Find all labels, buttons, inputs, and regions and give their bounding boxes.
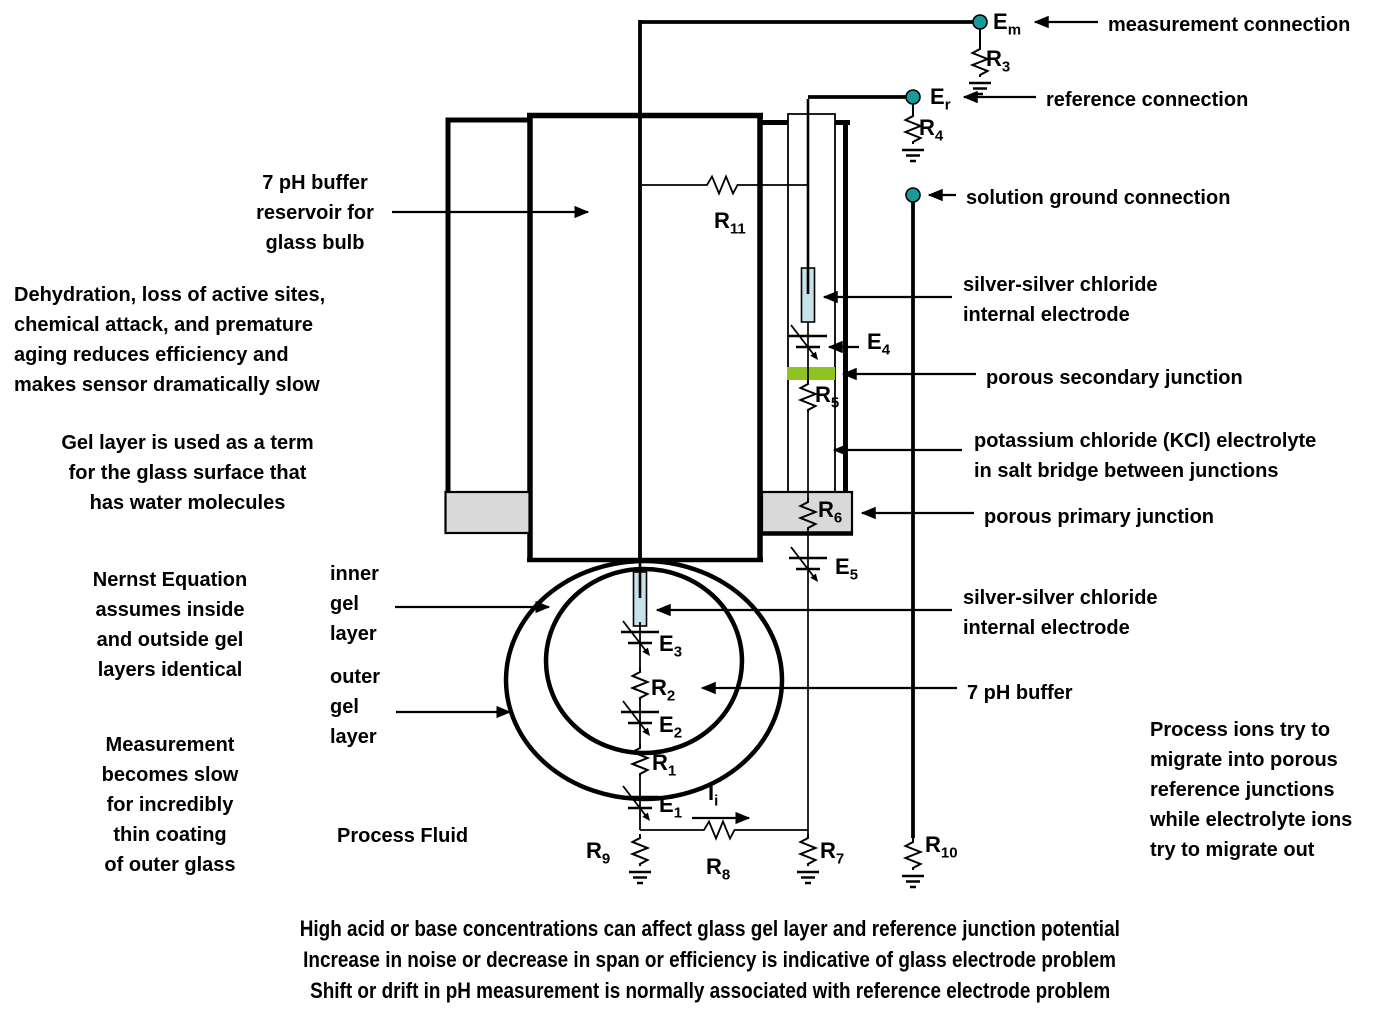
resistor-r5 bbox=[801, 380, 816, 412]
label-ii: $I_i$ bbox=[708, 780, 719, 810]
label-r4: $R_4$ bbox=[919, 115, 944, 145]
ground-r10 bbox=[902, 876, 924, 887]
label-r6: $R_6$ bbox=[818, 497, 843, 527]
ground-r4 bbox=[902, 150, 924, 161]
ground-r3 bbox=[969, 83, 991, 94]
resistor-r11 bbox=[703, 177, 741, 194]
annotation-reservoir: 7 pH buffer reservoir for glass bulb bbox=[256, 172, 374, 254]
annotation-porous-secondary: porous secondary junction bbox=[986, 367, 1243, 389]
annotation-gel-layer-term: Gel layer is used as a term for the glass surface that has water molecules bbox=[61, 432, 314, 514]
annotation-silver-electrode-top: silver-silver chloride internal electrode bbox=[963, 274, 1158, 326]
resistor-r1 bbox=[633, 744, 648, 776]
process-fluid-network bbox=[629, 818, 924, 887]
annotation-solution-ground-connection: solution ground connection bbox=[966, 187, 1231, 209]
footer-line: High acid or base concentrations can affect glass gel layer and reference junction potential bbox=[299, 916, 1121, 941]
r11-branch bbox=[642, 177, 808, 194]
annotation-inner-gel: inner gel layer bbox=[330, 563, 379, 645]
resistor-r7 bbox=[801, 834, 816, 866]
resistor-r2 bbox=[633, 668, 648, 700]
solution-ground-node bbox=[906, 188, 920, 202]
label-r10: $R_{10}$ bbox=[925, 832, 958, 862]
footer-line: Increase in noise or decrease in span or efficiency is indicative of glass electrode problem bbox=[303, 947, 1117, 972]
porous-secondary-junction-bar bbox=[787, 367, 835, 380]
annotation-kcl: potassium chloride (KCl) electrolyte in salt bridge between junctions bbox=[974, 430, 1317, 482]
annotation-dehydration: Dehydration, loss of active sites, chemical attack, and premature aging reduces efficiency and makes sensor dramatically slow bbox=[14, 284, 326, 396]
label-em: $E_m$ bbox=[993, 9, 1022, 39]
label-r3: $R_3$ bbox=[986, 46, 1011, 76]
resistor-r10 bbox=[906, 838, 921, 870]
annotation-process-ions: Process ions try to migrate into porous reference junctions while electrolyte ions try to migrate out bbox=[1150, 719, 1353, 861]
label-r2: $R_2$ bbox=[651, 675, 676, 705]
annotation-reference-connection: reference connection bbox=[1046, 89, 1249, 111]
reference-node bbox=[906, 90, 920, 104]
annotation-measurement-connection: measurement connection bbox=[1108, 14, 1351, 36]
porous-primary-junction-left bbox=[446, 492, 530, 533]
label-r5: $R_5$ bbox=[815, 382, 840, 412]
label-e3: $E_3$ bbox=[659, 631, 683, 661]
ground-r9 bbox=[629, 872, 651, 883]
label-r9: $R_9$ bbox=[586, 838, 611, 868]
annotation-outer-gel: outer gel layer bbox=[330, 666, 380, 748]
resistor-r8 bbox=[700, 822, 738, 839]
label-r1: $R_1$ bbox=[652, 750, 677, 780]
annotation-nernst: Nernst Equation assumes inside and outside gel layers identical bbox=[92, 569, 248, 681]
label-e2: $E_2$ bbox=[659, 712, 683, 742]
label-r7: $R_7$ bbox=[820, 838, 845, 868]
ground-r7 bbox=[797, 872, 819, 883]
footer-notes bbox=[30, 913, 1390, 1006]
annotation-measurement-slow: Measurement becomes slow for incredibly thin coating of outer glass bbox=[101, 734, 239, 876]
annotation-porous-primary: porous primary junction bbox=[984, 506, 1215, 528]
resistor-r9 bbox=[633, 834, 648, 866]
annotation-process-fluid: Process Fluid bbox=[337, 825, 469, 847]
annotation-silver-electrode-bulb: silver-silver chloride internal electrode bbox=[963, 587, 1158, 639]
label-er: $E_r$ bbox=[930, 84, 951, 114]
label-e1: $E_1$ bbox=[659, 792, 683, 822]
label-r8: $R_8$ bbox=[706, 854, 731, 884]
label-e5: $E_5$ bbox=[835, 554, 859, 584]
label-e4: $E_4$ bbox=[867, 329, 891, 359]
annotation-ph-buffer: 7 pH buffer bbox=[967, 682, 1073, 704]
measurement-node bbox=[973, 15, 987, 29]
footer-line: Shift or drift in pH measurement is normally associated with reference electrode problem bbox=[309, 978, 1111, 1003]
label-r11: $R_{11}$ bbox=[714, 208, 746, 238]
